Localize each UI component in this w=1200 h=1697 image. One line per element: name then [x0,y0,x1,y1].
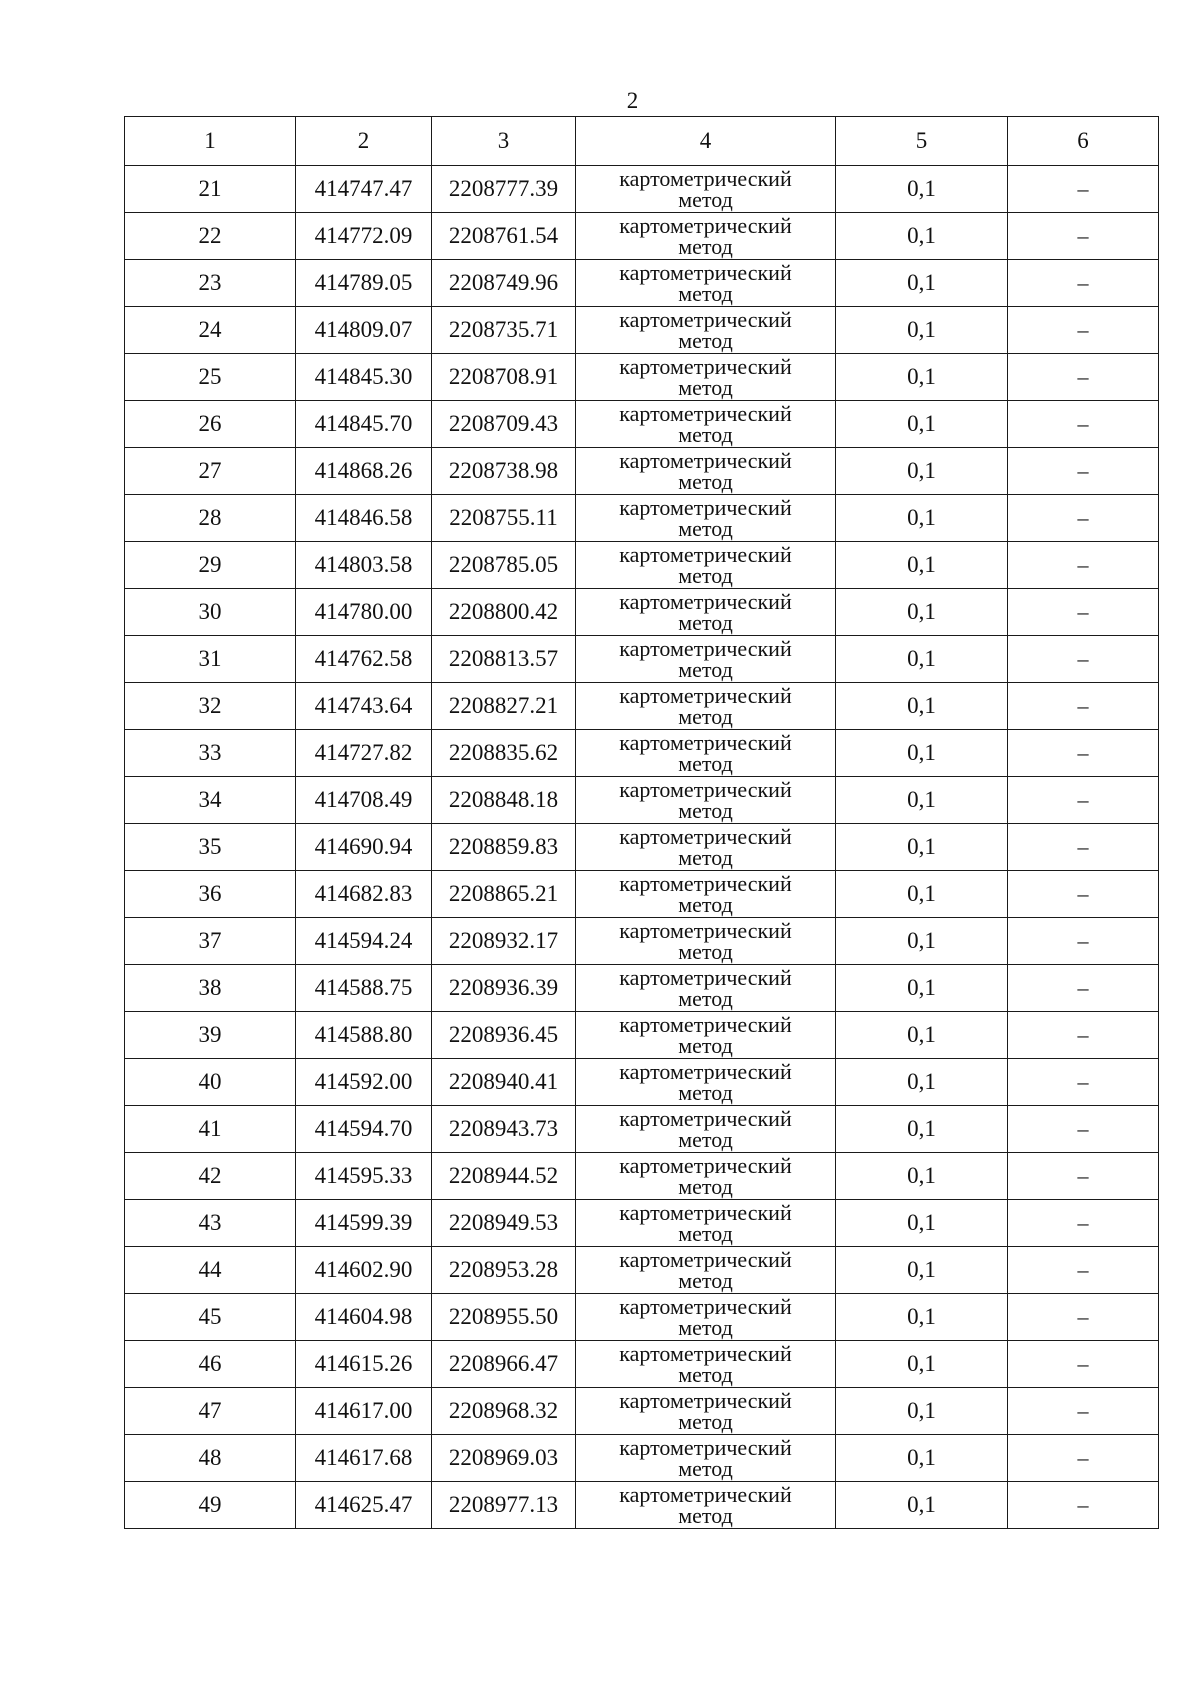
method-line-1: картометрический [619,965,792,990]
method-line-1: картометрический [619,824,792,849]
x-coordinate-cell: 414588.80 [296,1012,432,1059]
accuracy-cell: 0,1 [836,636,1008,683]
method-cell [576,260,836,307]
x-coordinate-cell: 414845.30 [296,354,432,401]
x-coordinate-cell: 414599.39 [296,1200,432,1247]
method-cell [576,636,836,683]
description-cell: – [1008,918,1159,965]
method-line-2: метод [678,1221,733,1246]
accuracy-cell: 0,1 [836,1200,1008,1247]
point-number-cell: 44 [125,1247,296,1294]
table-row [125,1200,1159,1247]
accuracy-cell: 0,1 [836,871,1008,918]
accuracy-cell: 0,1 [836,1294,1008,1341]
y-coordinate-cell: 2208749.96 [432,260,576,307]
method-line-2: метод [678,657,733,682]
method-cell [576,448,836,495]
accuracy-cell: 0,1 [836,1388,1008,1435]
method-line-2: метод [678,234,733,259]
description-cell: – [1008,1482,1159,1529]
method-line-1: картометрический [619,1106,792,1131]
method-line-1: картометрический [619,1059,792,1084]
point-number-cell: 43 [125,1200,296,1247]
method-line-1: картометрический [619,448,792,473]
x-coordinate-cell: 414803.58 [296,542,432,589]
method-cell [576,1341,836,1388]
y-coordinate-cell: 2208944.52 [432,1153,576,1200]
method-cell [576,1247,836,1294]
description-cell: – [1008,307,1159,354]
method-line-1: картометрический [619,166,792,191]
accuracy-cell: 0,1 [836,1153,1008,1200]
description-cell: – [1008,1200,1159,1247]
table-row [125,542,1159,589]
x-coordinate-cell: 414772.09 [296,213,432,260]
point-number-cell: 28 [125,495,296,542]
accuracy-cell: 0,1 [836,1247,1008,1294]
y-coordinate-cell: 2208977.13 [432,1482,576,1529]
method-line-1: картометрический [619,401,792,426]
y-coordinate-cell: 2208735.71 [432,307,576,354]
accuracy-cell: 0,1 [836,166,1008,213]
y-coordinate-cell: 2208949.53 [432,1200,576,1247]
point-number-cell: 40 [125,1059,296,1106]
accuracy-cell: 0,1 [836,260,1008,307]
y-coordinate-cell: 2208936.45 [432,1012,576,1059]
method-line-2: метод [678,610,733,635]
y-coordinate-cell: 2208848.18 [432,777,576,824]
method-line-2: метод [678,375,733,400]
description-cell: – [1008,777,1159,824]
accuracy-cell: 0,1 [836,730,1008,777]
accuracy-cell: 0,1 [836,1012,1008,1059]
method-line-1: картометрический [619,307,792,332]
accuracy-cell: 0,1 [836,589,1008,636]
table-row [125,777,1159,824]
method-line-2: метод [678,1409,733,1434]
point-number-cell: 37 [125,918,296,965]
method-cell [576,1435,836,1482]
method-line-2: метод [678,187,733,212]
method-line-2: метод [678,939,733,964]
y-coordinate-cell: 2208865.21 [432,871,576,918]
table-row [125,1106,1159,1153]
method-cell [576,1153,836,1200]
description-cell: – [1008,448,1159,495]
accuracy-cell: 0,1 [836,448,1008,495]
method-line-2: метод [678,1315,733,1340]
y-coordinate-cell: 2208738.98 [432,448,576,495]
table-row [125,965,1159,1012]
method-cell [576,213,836,260]
point-number-cell: 34 [125,777,296,824]
description-cell: – [1008,1106,1159,1153]
table-row [125,1388,1159,1435]
x-coordinate-cell: 414845.70 [296,401,432,448]
y-coordinate-cell: 2208932.17 [432,918,576,965]
x-coordinate-cell: 414594.70 [296,1106,432,1153]
description-cell: – [1008,495,1159,542]
table-row [125,683,1159,730]
method-line-2: метод [678,1503,733,1528]
description-cell: – [1008,683,1159,730]
description-cell: – [1008,1059,1159,1106]
table-row [125,354,1159,401]
method-line-1: картометрический [619,213,792,238]
column-header-1: 1 [125,117,296,166]
method-cell [576,589,836,636]
method-line-1: картометрический [619,871,792,896]
y-coordinate-cell: 2208955.50 [432,1294,576,1341]
x-coordinate-cell: 414846.58 [296,495,432,542]
accuracy-cell: 0,1 [836,307,1008,354]
method-line-1: картометрический [619,1482,792,1507]
x-coordinate-cell: 414604.98 [296,1294,432,1341]
method-line-1: картометрический [619,495,792,520]
point-number-cell: 41 [125,1106,296,1153]
description-cell: – [1008,1247,1159,1294]
method-cell [576,683,836,730]
y-coordinate-cell: 2208785.05 [432,542,576,589]
accuracy-cell: 0,1 [836,965,1008,1012]
x-coordinate-cell: 414809.07 [296,307,432,354]
description-cell: – [1008,354,1159,401]
accuracy-cell: 0,1 [836,354,1008,401]
method-cell [576,354,836,401]
description-cell: – [1008,166,1159,213]
method-line-2: метод [678,1033,733,1058]
method-line-1: картометрический [619,683,792,708]
x-coordinate-cell: 414592.00 [296,1059,432,1106]
method-line-2: метод [678,469,733,494]
table-row [125,1294,1159,1341]
point-number-cell: 21 [125,166,296,213]
method-line-2: метод [678,1362,733,1387]
point-number-cell: 48 [125,1435,296,1482]
y-coordinate-cell: 2208709.43 [432,401,576,448]
column-header-3: 3 [432,117,576,166]
method-cell [576,918,836,965]
table-body [125,117,1159,1529]
description-cell: – [1008,213,1159,260]
accuracy-cell: 0,1 [836,495,1008,542]
method-line-2: метод [678,422,733,447]
y-coordinate-cell: 2208777.39 [432,166,576,213]
x-coordinate-cell: 414588.75 [296,965,432,1012]
method-cell [576,965,836,1012]
table-row [125,730,1159,777]
x-coordinate-cell: 414762.58 [296,636,432,683]
method-cell [576,730,836,777]
x-coordinate-cell: 414682.83 [296,871,432,918]
method-cell [576,1059,836,1106]
point-number-cell: 24 [125,307,296,354]
column-header-4: 4 [576,117,836,166]
point-number-cell: 29 [125,542,296,589]
x-coordinate-cell: 414602.90 [296,1247,432,1294]
description-cell: – [1008,260,1159,307]
accuracy-cell: 0,1 [836,1106,1008,1153]
point-number-cell: 32 [125,683,296,730]
accuracy-cell: 0,1 [836,824,1008,871]
method-line-1: картометрический [619,730,792,755]
description-cell: – [1008,1435,1159,1482]
table-row [125,871,1159,918]
method-line-2: метод [678,1268,733,1293]
point-number-cell: 33 [125,730,296,777]
accuracy-cell: 0,1 [836,918,1008,965]
description-cell: – [1008,542,1159,589]
table-row [125,824,1159,871]
point-number-cell: 47 [125,1388,296,1435]
table-row [125,1012,1159,1059]
x-coordinate-cell: 414780.00 [296,589,432,636]
method-line-1: картометрический [619,1012,792,1037]
x-coordinate-cell: 414747.47 [296,166,432,213]
table-row [125,401,1159,448]
method-line-1: картометрический [619,354,792,379]
y-coordinate-cell: 2208953.28 [432,1247,576,1294]
method-cell [576,542,836,589]
method-cell [576,307,836,354]
method-line-2: метод [678,751,733,776]
method-cell [576,166,836,213]
method-cell [576,1200,836,1247]
x-coordinate-cell: 414625.47 [296,1482,432,1529]
description-cell: – [1008,965,1159,1012]
y-coordinate-cell: 2208835.62 [432,730,576,777]
table-row [125,636,1159,683]
x-coordinate-cell: 414743.64 [296,683,432,730]
table-row [125,1247,1159,1294]
method-cell [576,401,836,448]
x-coordinate-cell: 414594.24 [296,918,432,965]
method-line-2: метод [678,892,733,917]
x-coordinate-cell: 414868.26 [296,448,432,495]
point-number-cell: 46 [125,1341,296,1388]
y-coordinate-cell: 2208813.57 [432,636,576,683]
description-cell: – [1008,871,1159,918]
point-number-cell: 26 [125,401,296,448]
accuracy-cell: 0,1 [836,1341,1008,1388]
y-coordinate-cell: 2208708.91 [432,354,576,401]
method-cell [576,1012,836,1059]
method-line-1: картометрический [619,1341,792,1366]
method-cell [576,871,836,918]
method-line-2: метод [678,845,733,870]
method-cell [576,1106,836,1153]
description-cell: – [1008,824,1159,871]
table-row [125,1341,1159,1388]
method-line-1: картометрический [619,918,792,943]
table-row [125,213,1159,260]
accuracy-cell: 0,1 [836,213,1008,260]
table-row [125,589,1159,636]
table-row [125,1059,1159,1106]
table-row [125,260,1159,307]
x-coordinate-cell: 414727.82 [296,730,432,777]
x-coordinate-cell: 414708.49 [296,777,432,824]
column-header-5: 5 [836,117,1008,166]
method-cell [576,1294,836,1341]
point-number-cell: 31 [125,636,296,683]
y-coordinate-cell: 2208968.32 [432,1388,576,1435]
description-cell: – [1008,1294,1159,1341]
point-number-cell: 22 [125,213,296,260]
method-line-1: картометрический [619,636,792,661]
accuracy-cell: 0,1 [836,1059,1008,1106]
table-row [125,495,1159,542]
method-line-2: метод [678,1456,733,1481]
description-cell: – [1008,1388,1159,1435]
x-coordinate-cell: 414617.68 [296,1435,432,1482]
column-header-6: 6 [1008,117,1159,166]
table-row [125,448,1159,495]
method-line-2: метод [678,1080,733,1105]
accuracy-cell: 0,1 [836,1435,1008,1482]
table-row [125,1153,1159,1200]
accuracy-cell: 0,1 [836,542,1008,589]
accuracy-cell: 0,1 [836,401,1008,448]
table-header-row [125,117,1159,166]
method-line-1: картометрический [619,589,792,614]
y-coordinate-cell: 2208966.47 [432,1341,576,1388]
table-row [125,1435,1159,1482]
method-line-1: картометрический [619,542,792,567]
point-number-cell: 42 [125,1153,296,1200]
x-coordinate-cell: 414617.00 [296,1388,432,1435]
point-number-cell: 25 [125,354,296,401]
x-coordinate-cell: 414690.94 [296,824,432,871]
method-cell [576,495,836,542]
point-number-cell: 38 [125,965,296,1012]
method-line-1: картометрический [619,1435,792,1460]
method-cell [576,824,836,871]
y-coordinate-cell: 2208943.73 [432,1106,576,1153]
y-coordinate-cell: 2208940.41 [432,1059,576,1106]
table-row [125,166,1159,213]
method-line-2: метод [678,516,733,541]
page-number: 2 [626,88,639,113]
method-line-1: картометрический [619,260,792,285]
method-line-2: метод [678,328,733,353]
point-number-cell: 35 [125,824,296,871]
description-cell: – [1008,636,1159,683]
method-cell [576,1482,836,1529]
method-line-1: картометрический [619,1388,792,1413]
description-cell: – [1008,401,1159,448]
table-row [125,918,1159,965]
description-cell: – [1008,589,1159,636]
method-cell [576,777,836,824]
table-row [125,307,1159,354]
x-coordinate-cell: 414789.05 [296,260,432,307]
description-cell: – [1008,1012,1159,1059]
method-line-2: метод [678,1174,733,1199]
y-coordinate-cell: 2208936.39 [432,965,576,1012]
point-number-cell: 39 [125,1012,296,1059]
description-cell: – [1008,1341,1159,1388]
method-line-2: метод [678,1127,733,1152]
method-line-2: метод [678,798,733,823]
method-line-2: метод [678,986,733,1011]
method-cell [576,1388,836,1435]
table-row [125,1482,1159,1529]
coordinates-table [124,116,1159,1529]
method-line-2: метод [678,281,733,306]
accuracy-cell: 0,1 [836,777,1008,824]
column-header-2: 2 [296,117,432,166]
point-number-cell: 23 [125,260,296,307]
accuracy-cell: 0,1 [836,1482,1008,1529]
point-number-cell: 30 [125,589,296,636]
method-line-1: картометрический [619,1294,792,1319]
y-coordinate-cell: 2208859.83 [432,824,576,871]
method-line-1: картометрический [619,1247,792,1272]
point-number-cell: 49 [125,1482,296,1529]
y-coordinate-cell: 2208755.11 [432,495,576,542]
point-number-cell: 27 [125,448,296,495]
x-coordinate-cell: 414615.26 [296,1341,432,1388]
method-line-2: метод [678,704,733,729]
x-coordinate-cell: 414595.33 [296,1153,432,1200]
y-coordinate-cell: 2208800.42 [432,589,576,636]
description-cell: – [1008,1153,1159,1200]
point-number-cell: 36 [125,871,296,918]
y-coordinate-cell: 2208827.21 [432,683,576,730]
method-line-1: картометрический [619,777,792,802]
y-coordinate-cell: 2208761.54 [432,213,576,260]
method-line-1: картометрический [619,1200,792,1225]
method-line-2: метод [678,563,733,588]
point-number-cell: 45 [125,1294,296,1341]
method-line-1: картометрический [619,1153,792,1178]
y-coordinate-cell: 2208969.03 [432,1435,576,1482]
accuracy-cell: 0,1 [836,683,1008,730]
description-cell: – [1008,730,1159,777]
